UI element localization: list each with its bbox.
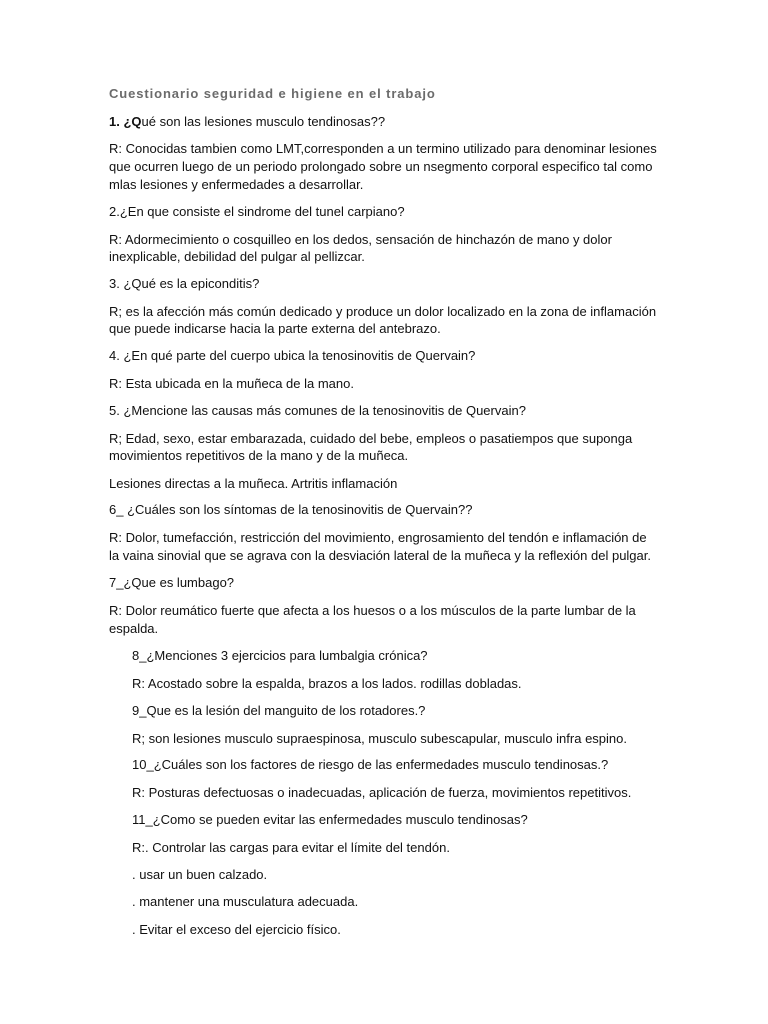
answer-7-line-1: R: Dolor reumático fuerte que afecta a los huesos o a los músculos de la parte lumbar de la: [109, 603, 636, 618]
question-10: 10_¿Cuáles son los factores de riesgo de las enfermedades musculo tendinosas.?: [132, 757, 609, 772]
answer-5-extra: Lesiones directas a la muñeca. Artritis inflamación: [109, 476, 398, 491]
answer-1-line-2: que ocurren luego de un periodo prolongado sobre un nsegmento corporal especifico tal como: [109, 159, 653, 174]
question-8: 8_¿Menciones 3 ejercicios para lumbalgia crónica?: [132, 648, 428, 663]
answer-2-line-1: R: Adormecimiento o cosquilleo en los dedos, sensación de hinchazón de mano y dolor: [109, 232, 612, 247]
question-1-number: 1. ¿Q: [109, 114, 142, 129]
answer-3-line-2: que puede indicarse hacia la parte externa del antebrazo.: [109, 321, 441, 336]
answer-3-line-1: R; es la afección más común dedicado y produce un dolor localizado en la zona de inflamación: [109, 304, 657, 319]
question-4: 4. ¿En qué parte del cuerpo ubica la tenosinovitis de Quervain?: [109, 348, 476, 363]
question-2: 2.¿En que consiste el sindrome del tunel carpiano?: [109, 204, 405, 219]
question-5: 5. ¿Mencione las causas más comunes de la tenosinovitis de Quervain?: [109, 403, 526, 418]
answer-4-line-1: R: Esta ubicada en la muñeca de la mano.: [109, 376, 354, 391]
question-6: 6_ ¿Cuáles son los síntomas de la tenosinovitis de Quervain??: [109, 502, 473, 517]
answer-5-line-1: R; Edad, sexo, estar embarazada, cuidado del bebe, empleos o pasatiempos que suponga: [109, 431, 633, 446]
question-1: [109, 113, 385, 131]
question-7: 7_¿Que es lumbago?: [109, 575, 235, 590]
answer-2-line-2: inexplicable, debilidad del pulgar al pellizcar.: [109, 249, 365, 264]
question-9: 9_Que es la lesión del manguito de los rotadores.?: [132, 703, 426, 718]
answer-1-line-1: R: Conocidas tambien como LMT,corresponden a un termino utilizado para denominar lesiones: [109, 141, 657, 156]
answer-6-line-2: la vaina sinovial que se agrava con la desviación lateral de la muñeca y la reflexión del pulgar.: [109, 548, 651, 563]
answer-11-line-4: . Evitar el exceso del ejercicio físico.: [132, 922, 341, 937]
answer-5-line-2: movimientos repetitivos de la mano y de la muñeca.: [109, 448, 409, 463]
question-11: 11_¿Como se pueden evitar las enfermedades musculo tendinosas?: [132, 812, 528, 827]
answer-1-line-3: mlas lesiones y enfermedades a desarrollar.: [109, 177, 364, 192]
question-3: 3. ¿Qué es la epiconditis?: [109, 276, 260, 291]
question-1-text: ué son las lesiones musculo tendinosas??: [141, 114, 386, 129]
answer-9: R; son lesiones musculo supraespinosa, musculo subescapular, musculo infra espino.: [132, 731, 627, 746]
document-title: Cuestionario seguridad e higiene en el trabajo: [109, 86, 436, 101]
answer-7-line-2: espalda.: [109, 621, 159, 636]
answer-11-line-1: R:. Controlar las cargas para evitar el límite del tendón.: [132, 840, 450, 855]
answer-11-line-3: . mantener una musculatura adecuada.: [132, 894, 359, 909]
answer-10: R: Posturas defectuosas o inadecuadas, aplicación de fuerza, movimientos repetitivos.: [132, 785, 632, 800]
answer-8: R: Acostado sobre la espalda, brazos a los lados. rodillas dobladas.: [132, 676, 522, 691]
answer-11-line-2: . usar un buen calzado.: [132, 867, 268, 882]
answer-6-line-1: R: Dolor, tumefacción, restricción del movimiento, engrosamiento del tendón e inflamación de: [109, 530, 647, 545]
